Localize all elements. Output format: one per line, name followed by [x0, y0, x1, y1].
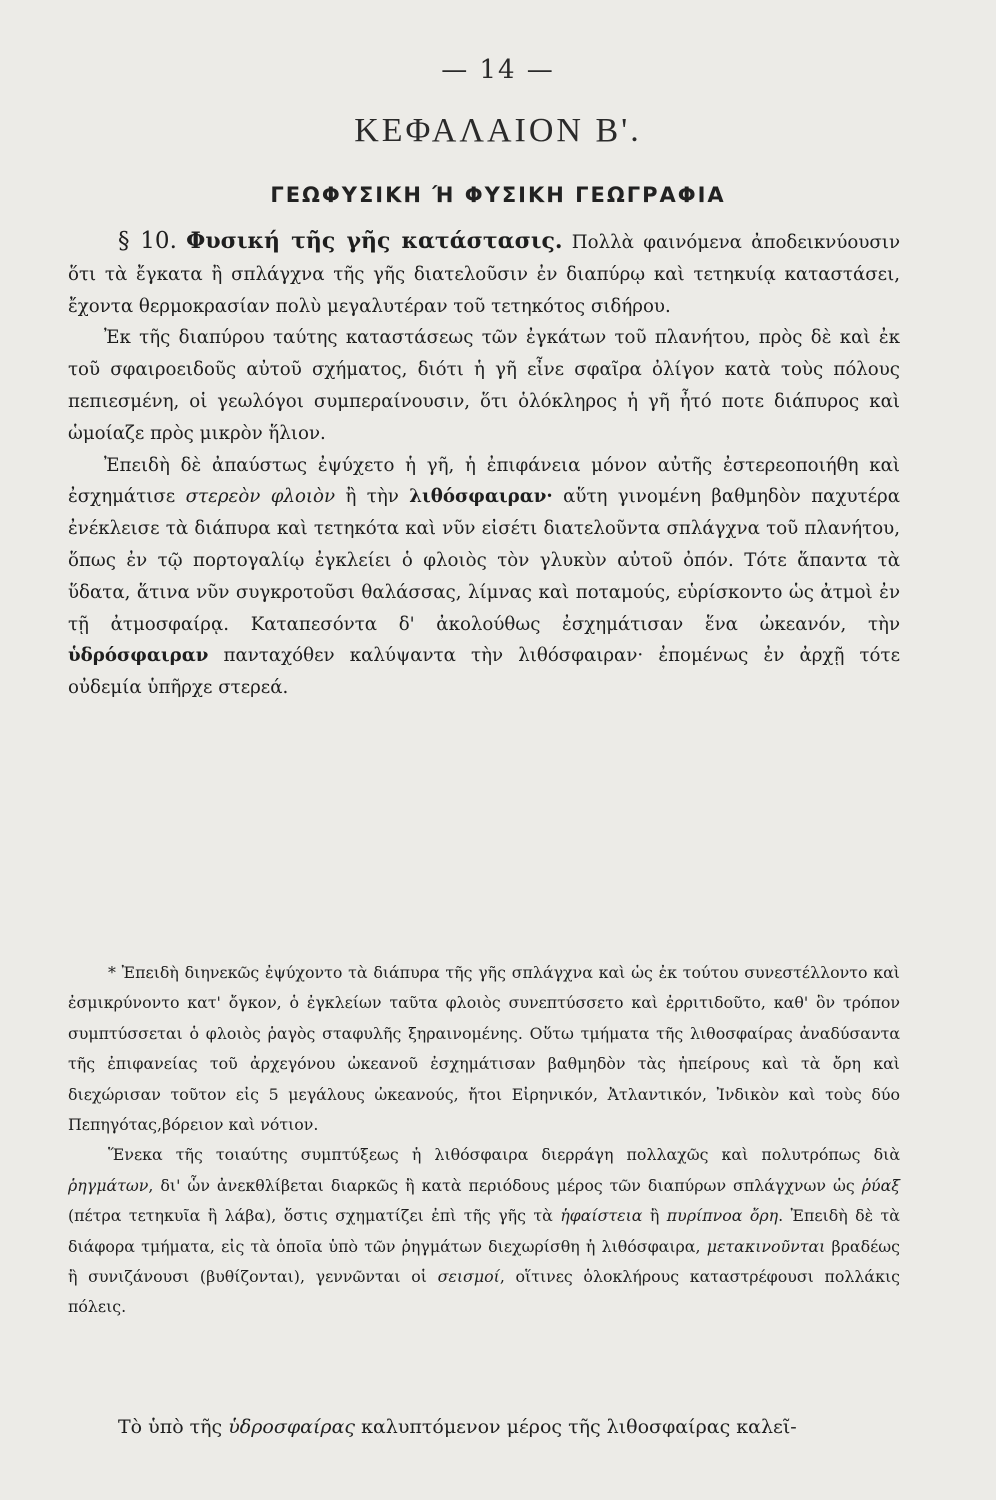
section-number: § 10. — [118, 228, 177, 254]
term-rhegmaton: ῥηγμάτων — [68, 1175, 149, 1195]
footnote — [68, 958, 900, 1323]
paragraph-3-text-a: Ἐπειδὴ δὲ ἀπαύστως ἐψύχετο ἡ γῆ, ἡ ἐπιφάνεια μόνον αὐτῆς ἐστερεοποιήθη καὶ ἐσχημάτισε — [68, 454, 900, 508]
page-number: — 14 — — [441, 55, 555, 85]
term-stereon-floion: στερεὸν φλοιὸν — [185, 486, 336, 508]
paragraph-3-text-d: πανταχόθεν καλύψαντα τὴν λιθόσφαιραν· ἐπομένως ἐν ἀρχῇ τότε οὐδεμία ὑπῆρχε στερεά. — [68, 645, 900, 699]
footnote-text-a: Ἕνεκα τῆς τοιαύτης συμπτύξεως ἡ λιθόσφαιρα διερράγη πολλαχῶς καὶ πολυτρόπως διὰ — [108, 1145, 900, 1165]
footnote-paragraph-2 — [68, 1140, 900, 1322]
footnote-text-d: ἢ — [642, 1206, 667, 1226]
footnote-text-f: βραδέως ἢ συνιζάνουσι (βυθίζονται), γεννῶνται οἱ — [68, 1236, 901, 1287]
section-heading: ΓΕΩΦΥΣΙΚΗ Ή ΦΥΣΙΚΗ ΓΕΩΓΡΑΦΙΑ — [270, 183, 726, 207]
final-line-text-b: καλυπτόμενον μέρος τῆς λιθοσφαίρας καλεῖ- — [355, 1416, 797, 1438]
footnote-text-e: . Ἐπειδὴ δὲ τὰ διάφορα τμήματα, εἰς τὰ ὁποῖα ὑπὸ τῶν ῥηγμάτων διεχωρίσθη ἡ λιθόσφαιρα, — [68, 1206, 900, 1256]
footnote-text-g: , οἵτινες ὁλοκλήρους καταστρέφουσι πολλάκις πόλεις. — [68, 1267, 900, 1317]
section-title: Φυσική τῆς γῆς κατάστασις. — [186, 228, 563, 254]
footnote-text-b: , δι' ὧν ἀνεκθλίβεται διαρκῶς ἢ κατὰ περιόδους μέρος τῶν διαπύρων σπλάγχνων ὡς — [148, 1175, 862, 1195]
term-pyripnoa-ori: πυρίπνοα ὄρη — [666, 1206, 779, 1226]
paragraph-2: Ἐκ τῆς διαπύρου ταύτης καταστάσεως τῶν ἐγκάτων τοῦ πλανήτου, πρὸς δὲ καὶ ἐκ τοῦ σφαιροειδοῦς αὐτοῦ σχήματος, διότι ἡ γῆ εἶνε σφαῖρα ὀλίγον κατὰ τοὺς πόλους πεπιεσμένη, οἱ γεωλόγοι συμπεραίνουσιν, ὅτι ὁλόκληρος ἡ γῆ ἦτό ποτε διάπυρος καὶ ὡμοίαζε πρὸς μικρὸν ἥλιον. — [68, 327, 900, 444]
footnote-paragraph-1: * Ἐπειδὴ διηνεκῶς ἐψύχοντο τὰ διάπυρα τῆς γῆς σπλάγχνα καὶ ὡς ἐκ τούτου συνεστέλλοντο καὶ ἐσμικρύνοντο κατ' ὄγκον, ὁ ἐγκλείων ταῦτα φλοιὸς συνεπτύσσετο καὶ ἐρριτιδοῦτο, καθ' ὃν τρόπον συμπτύσσεται ὁ φλοιὸς ῥαγὸς σταφυλῆς ξηραινομένης. Οὕτω τμήματα τῆς λιθοσφαίρας ἀναδύσαντα τῆς ἐπιφανείας τοῦ ἀρχεγόνου ὠκεανοῦ ἐσχημάτισαν βαθμηδὸν τὰς ἠπείρους καὶ τὰ ὄρη καὶ διεχώρισαν τοῦτον εἰς 5 μεγάλους ὠκεανούς, ἤτοι Εἰρηνικόν, Ἀτλαντικόν, Ἰνδικὸν καὶ τοὺς δύο Πεπηγότας,βόρειον καὶ νότιον. — [68, 963, 900, 1135]
chapter-title: ΚΕΦΑΛΑΙΟΝ Β'. — [354, 112, 642, 149]
final-line — [68, 1412, 900, 1442]
term-ifaisteia: ἡφαίστεια — [560, 1206, 643, 1226]
term-lithosphere: λιθόσφαιραν· — [409, 486, 553, 508]
paragraph-3 — [68, 450, 900, 704]
term-hydrosphere: ὑδρόσφαιραν — [68, 645, 209, 667]
term-metakinountai: μετακινοῦνται — [706, 1236, 826, 1256]
final-line-text-a: Τὸ ὑπὸ τῆς — [118, 1416, 229, 1438]
term-ydrosfairas: ὑδροσφαίρας — [228, 1416, 356, 1438]
main-text — [68, 226, 900, 704]
term-seismoi: σεισμοί — [437, 1267, 500, 1287]
footnote-text-c: (πέτρα τετηκυῖα ἢ λάβα), ὅστις σχηματίζει ἐπὶ τῆς γῆς τὰ — [68, 1206, 561, 1226]
paragraph-1 — [68, 226, 900, 322]
paragraph-3-text-b: ἢ τὴν — [335, 486, 410, 508]
paragraph-3-text-c: αὕτη γινομένη βαθμηδὸν παχυτέρα ἐνέκλεισε τὰ διάπυρα καὶ τετηκότα καὶ νῦν εἰσέτι διατελοῦντα σπλάγχνα τοῦ πλανήτου, ὅπως ἐν τῷ πορτογαλίῳ ἐγκλείει ὁ φλοιὸς τὸν γλυκὺν αὐτοῦ ὀπόν. Τότε ἅπαντα τὰ ὕδατα, ἅτινα νῦν συγκροτοῦσι θαλάσσας, λίμνας καὶ ποταμούς, εὑρίσκοντο ὡς ἀτμοὶ ἐν τῇ ἀτμοσφαίρᾳ. Καταπεσόντα δ' ἀκολούθως ἐσχημάτισαν ἕνα ὠκεανόν, τὴν — [68, 486, 900, 635]
term-ryax: ῥύαξ — [861, 1175, 900, 1195]
paragraph-1-text: Πολλὰ φαινόμενα ἀποδεικνύουσιν ὅτι τὰ ἔγκατα ἢ σπλάγχνα τῆς γῆς διατελοῦσιν ἐν διαπύρῳ καὶ τετηκυίᾳ καταστάσει, ἔχοντα θερμοκρασίαν πολὺ μεγαλυτέραν τοῦ τετηκότος σιδήρου. — [68, 232, 900, 317]
